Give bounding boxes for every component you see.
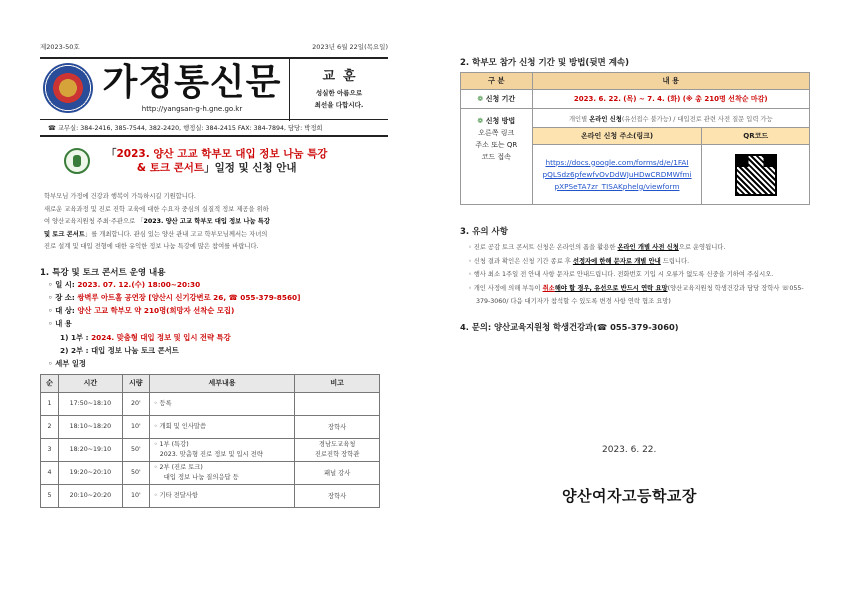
contact-line: ☎ 교무실: 384-2416, 385-7544, 382-2420, 행정실: 384-2415 FAX: 384-7894, 담당: 박정희 — [40, 120, 388, 137]
cell-no: 2 — [41, 415, 59, 438]
detail-line: ◦ 개회 및 인사말씀 — [153, 422, 207, 430]
title-line-2-red: & 토크 콘서트 — [136, 162, 205, 174]
section-2-heading: 2. 학부모 참가 신청 기간 및 방법(뒷면 계속) — [460, 58, 630, 68]
method-label-line — [461, 115, 532, 127]
method-desc — [532, 109, 809, 128]
cell-time: 18:10~18:20 — [58, 415, 122, 438]
table-row — [41, 484, 380, 507]
cell-duration: 10' — [122, 415, 149, 438]
method-sub: 오른쪽 링크 — [478, 129, 515, 137]
cell-note — [295, 438, 380, 461]
qr-code-icon[interactable] — [735, 154, 777, 196]
detail-line: ◦ 2부 (진로 토크) — [153, 463, 203, 471]
intro-text: 여 양산교육지원청 주최·주관으로 「 — [44, 218, 144, 225]
document-title — [106, 147, 327, 175]
issue-number: 제2023-50호 — [40, 43, 80, 51]
desc-strong: 온라인 신청 — [589, 115, 622, 123]
title-line-2: 」일정 및 신청 안내 — [204, 162, 297, 174]
label: ◦ 일 시: — [48, 279, 75, 289]
schedule-label: ◦ 세부 일정 — [48, 359, 86, 369]
intro-text: 」를 개최합니다. 관심 있는 양산 관내 고교 학부모님께서는 자녀의 — [84, 230, 268, 238]
cell-no: 5 — [41, 484, 59, 507]
intro-event-name: 및 토크 콘서트 — [44, 230, 85, 238]
school-principal: 양산여자고등학교장 — [562, 487, 697, 505]
col-header: 시량 — [122, 374, 149, 392]
note-text: 드립니다. — [660, 257, 690, 265]
method-label: 신청 방법 — [485, 117, 516, 125]
col-header: 구 분 — [461, 73, 533, 90]
table-header-row — [461, 73, 810, 90]
event-content-label: ◦ 내 용 — [48, 319, 72, 329]
inquiry-heading: 4. 문의: 양산교육지원청 학생건강과(☎ 055-379-3060) — [460, 321, 679, 332]
detail-line: 대입 정보 나눔 질의응답 등 — [163, 473, 239, 481]
school-logo-icon — [43, 63, 93, 113]
note-emphasis: 선정자에 한해 문자로 개별 안내 — [572, 257, 661, 265]
schedule-table — [40, 374, 380, 508]
cell-detail — [149, 392, 295, 415]
leaf-icon: ❁ — [477, 95, 484, 103]
cell-duration: 10' — [122, 484, 149, 507]
intro-paragraph — [40, 191, 388, 254]
method-sub: 코드 접속 — [481, 153, 511, 161]
cell-no: 3 — [41, 438, 59, 461]
intro-line: 학부모님 가정에 건강과 행복이 가득하시길 기원합니다. — [44, 193, 196, 200]
detail-line: 2023. 맞춤형 진로 정보 및 입시 전략 — [159, 450, 263, 458]
note-item — [460, 241, 810, 255]
section-3-heading: 3. 유의 사항 — [460, 227, 508, 237]
right-column — [460, 56, 810, 333]
table-header-row — [41, 374, 380, 392]
period-label: 신청 기간 — [485, 95, 516, 103]
event-part-2: 2) 2부 : 대입 정보 나눔 토크 콘서트 — [60, 345, 179, 355]
notes-section — [460, 225, 810, 309]
table-row — [41, 461, 380, 484]
table-row — [41, 438, 380, 461]
table-row — [461, 109, 810, 128]
event-target — [40, 304, 388, 317]
cell-no: 4 — [41, 461, 59, 484]
issue-date: 2023년 6월 22일(목요일) — [312, 43, 388, 51]
cell-duration: 50' — [122, 438, 149, 461]
application-link[interactable]: https://docs.google.com/forms/d/e/1FAI — [545, 157, 689, 167]
cell-detail — [149, 461, 295, 484]
value: 양산 고교 학부모 약 210명(희망자 선착순 모집) — [77, 306, 235, 316]
intro-event-name: 2023. 양산 고교 학부모 대입 정보 나눔 특강 — [143, 218, 270, 225]
intro-line — [44, 216, 388, 229]
cell-note — [295, 461, 380, 484]
title-line-1: 2023. 양산 고교 학부모 대입 정보 나눔 특강 — [116, 148, 328, 160]
detail-line: ◦ 기타 전달사항 — [153, 491, 198, 499]
note-text: ◦ 신청 결과 확인은 신청 기간 종료 후 — [468, 257, 573, 265]
note-text: ◦ 진로 공감 토크 콘서트 신청은 온라인의 폼을 활용한 — [468, 244, 618, 251]
leaf-icon: ❁ — [477, 117, 484, 125]
cell-time: 20:10~20:20 — [58, 484, 122, 507]
application-link[interactable]: pXPSeTA7zr_TISAKphelg/viewform — [554, 181, 680, 191]
desc-text: 개인별 — [568, 115, 590, 123]
cell-time: 18:20~19:10 — [58, 438, 122, 461]
link-cell — [532, 145, 702, 205]
label: 1) 1부 : — [60, 332, 89, 342]
cell-duration: 20' — [122, 392, 149, 415]
period-label-cell — [461, 90, 533, 109]
cell-no: 1 — [41, 392, 59, 415]
cell-time: 19:20~20:10 — [58, 461, 122, 484]
motto-body — [290, 87, 388, 111]
cell-detail — [149, 438, 295, 461]
link-header: 온라인 신청 주소(링크) — [532, 128, 702, 145]
note-line: 경남도교육청 — [318, 440, 356, 448]
note-emphasis-red: 취소 — [542, 284, 555, 292]
note-text: ◦ 개인 사정에 의해 부득이 — [468, 284, 543, 292]
col-header: 시간 — [58, 374, 122, 392]
intro-line — [44, 229, 388, 242]
period-value: 2023. 6. 22. (목) ~ 7. 4. (화) (※ 총 210명 선착순 마감) — [532, 90, 809, 109]
note-text: (양산교육지원청 학생건강과 담당 장학사 ☏055-379-3060/ 다음 대기자가 참석할 수 있도록 변경 사항 연락 협조 요망) — [476, 284, 804, 305]
paper-title: 가정통신문 — [102, 62, 282, 103]
cell-note — [295, 415, 380, 438]
section-1-heading: 1. 특강 및 토크 콘서트 운영 내용 — [40, 267, 166, 278]
method-sub: 주소 또는 QR — [475, 141, 518, 149]
education-emblem-icon — [64, 148, 90, 174]
label: ◦ 장 소: — [48, 292, 75, 302]
label: ◦ 대 상: — [48, 306, 75, 316]
note-emphasis: 온라인 개별 사전 신청 — [617, 244, 679, 251]
note-item — [460, 282, 810, 309]
cell-detail — [149, 415, 295, 438]
intro-line: 새로운 교육과정 및 진로 진학 교육에 대한 수요자 중심의 실질적 정보 제공을 위하 — [44, 205, 269, 213]
col-header: 비고 — [295, 374, 380, 392]
col-header: 순 — [41, 374, 59, 392]
event-date — [40, 278, 388, 291]
desc-text: (유선접수 불가능) / 대입전로 관련 사전 질문 입력 가능 — [621, 115, 773, 123]
cell-note — [295, 484, 380, 507]
cell-detail — [149, 484, 295, 507]
title-bracket: 「 — [106, 148, 117, 160]
event-part-1 — [40, 331, 388, 344]
col-header: 내 용 — [532, 73, 809, 90]
document-title-row — [40, 147, 388, 175]
detail-line: ◦ 등록 — [153, 399, 172, 407]
event-place — [40, 291, 388, 304]
qr-header: QR코드 — [702, 128, 810, 145]
value: 2024. 맞춤형 대입 정보 및 입시 전략 특강 — [91, 332, 231, 342]
motto-line-1: 성실한 아름으로 — [315, 89, 363, 97]
cell-time: 17:50~18:10 — [58, 392, 122, 415]
table-row — [41, 415, 380, 438]
col-header: 세부내용 — [149, 374, 295, 392]
note-item: ◦ 행사 최소 1주일 전 안내 사항 문자로 안내드립니다. 전화번호 기입 시 오류가 없도록 신중을 기하여 주십시오. — [468, 271, 774, 278]
cell-duration: 50' — [122, 461, 149, 484]
note-text: 으로 운영됩니다. — [678, 244, 726, 251]
motto-title: 교훈 — [322, 69, 364, 84]
note-line: 장학사 — [328, 424, 347, 432]
detail-line: ◦ 1부 (특강) — [153, 440, 189, 448]
note-line: 패널 강사 — [323, 470, 351, 478]
qr-cell — [702, 145, 810, 205]
value: 쌍벽루 아트홀 공연장 [양산시 신기강변로 26, ☎ 055-379-8560] — [77, 292, 301, 302]
note-line: 장학사 — [328, 493, 347, 501]
value: 2023. 07. 12.(수) 18:00~20:30 — [77, 279, 201, 289]
school-url[interactable]: http://yangsan-g-h.gne.go.kr — [141, 105, 243, 113]
note-emphasis: 해야 할 경우, 유선으로 반드시 연락 요망 — [554, 284, 668, 292]
intro-line: 진로 설계 및 대입 전형에 대한 유익한 정보 나눔 특강에 많은 참여를 바랍니다. — [44, 243, 259, 250]
table-row — [41, 392, 380, 415]
cell-note — [295, 392, 380, 415]
application-link[interactable]: pQLSdz6pfewfvOvDdWJuHDwCRDMWfmi — [542, 169, 692, 179]
application-table — [460, 72, 810, 205]
left-column — [40, 42, 388, 508]
sign-date: 2023. 6. 22. — [602, 445, 657, 455]
method-label-cell — [461, 109, 533, 205]
school-motto — [289, 59, 388, 121]
meta-line — [40, 42, 388, 51]
note-item — [460, 255, 810, 269]
motto-line-2: 최선을 다합시다. — [314, 101, 364, 109]
note-line: 진로진학 장학관 — [314, 450, 360, 458]
table-row — [461, 90, 810, 109]
masthead — [40, 57, 388, 120]
